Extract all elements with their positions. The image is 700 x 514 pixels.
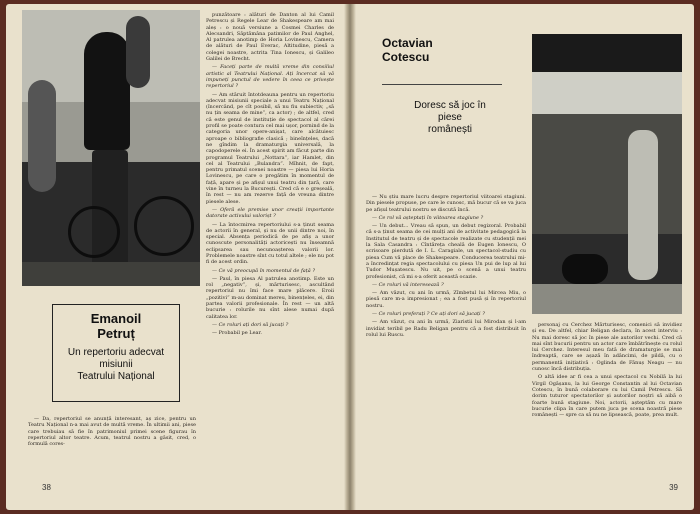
subtitle-line: Doresc să joc în xyxy=(414,100,486,111)
question: — Ce roluri preferați ? Ce ați dori să jucați ? xyxy=(372,311,485,318)
right-page xyxy=(352,4,694,510)
paragraph: punzătoare : alături de Danton al lui Camil Petrescu și Regele Lear de Shakespeare am mai aleș : o nouă versiune a Cosmei Charles de Alecsandri, Săptămâna patimilor de Paul Anghel, Al patrulea anotimp de Horia Lovinescu, Camera de alături de Paul Everac, Altitudine, piesă a colegei noastre, actrita Tina Ionescu, și Galileo Galilei de Brecht. xyxy=(206,12,334,63)
subtitle-line: Teatrului Național xyxy=(77,371,155,382)
right-headline-subtitle xyxy=(404,100,496,136)
left-headline-box xyxy=(52,304,180,402)
paragraph: — Paul, în piesa Al patrulea anotimp. Este un rol „negativ”, și, mărturisesc, ascultând repertoriul nu îmi face mare plăcere. Eroii „pozitivi” m-au dominat mereu, binențeles, ei, din partea valorii profesionale. În rest — un altă bucurie : rolurile nu sînt alese numai după calitatea lor. xyxy=(206,275,334,320)
question: — Faceți parte de multă vreme din consiliul artistic al Teatrului Național. Ați încercat să vă impuneți punctul de vedere în ceea ce privește repertoriul ? xyxy=(206,64,334,90)
paragraph: personaj cu Cerchez Mărturisesc, comenici să invidiez și eu. De altfel, chiar Beligan declara, în acest interviu : Nu mai doresc să joc în piese ale autorilor vechi. Cred că mai sînt bucurii pentru un actor care îmbătrînește cu rolul lui Cerchez. Interesul meu fată de dramaturgie se mai îndreaptă, care se așază în adâncimi, de pildă, cu o permanentă inițiativă : Oglinda de Fănuș Neagu — nu cunosc încă distribuția. xyxy=(532,322,682,373)
paragraph: — La întocmirea repertoriului s-a ținut seama de actorii în general, și nu de unii dintre noi, în special. Absența periodică de pe afiș a unor cunoscute personalități actoricești nu înseamnă eclipsarea sau necunoașterea valorii lor. Problemele noastre sînt cu totul altele ; ele nu pot fi de acest ordin. xyxy=(206,221,334,266)
paragraph: — Da, repertoriul se anunță interesant, aș zice, pentru un Teatru Național n-a mai avut de multă vreme. În ultimii ani, piese care trebuiau să fie în patrimoniul primei scene figurau în repertoriul altor teatre. Acum, teatrul nostru a găsit, cred, o formulă cores- xyxy=(28,416,196,448)
left-column-a-bottom xyxy=(28,416,196,468)
question: — Oferă ele premise unor creații importante datorate activului valorișt ? xyxy=(206,206,334,220)
right-headline-name xyxy=(382,36,433,64)
question: — Ce rol vă așteptați în viitoarea stagiune ? xyxy=(372,214,484,221)
magazine-spread xyxy=(6,4,694,510)
right-column-a xyxy=(366,194,526,474)
paragraph: — Nu știu mare lucru despre repertoriul viitoarei stagiuni. Din piesele propuse, pe care le cunosc, mă bucur că se va juca pe afișul teatrului nostru se discută încă. xyxy=(366,194,526,213)
right-column-b xyxy=(532,322,682,474)
subtitle-line: Un repertoriu adecvat xyxy=(67,347,165,358)
headline-name-line1: Emanoil xyxy=(90,311,142,326)
headline-subtitle xyxy=(53,347,179,383)
paragraph: — Am văzut, cu ani în urmă, Ziaristii lui Mirodan și l-am invidiat teribil pe Radu Beligan pentru că a fost distribuit în rolul lui Ruscu. xyxy=(366,319,526,338)
headline-name-line2: Petruț xyxy=(97,326,135,341)
paragraph: — Am stăruit întotdeauna pentru un repertoriu adecvat misiunii speciale a unui Teatru Național (încercând, pe cît posibil, să nu fiu subiectiv, „să nu țin seama de mine”, ca actor) ; de altfel, cred că este genul de instituție de spectacol al cărei profil se poate contura cel mai ușor, pornind de la categoria unor opere-anișat, care alcătuiesc aproape o bibliografie clasică ; bineînțeles, dacă ne gîndim la dramaturgia universală, la capodoperele ei. În acest spirit am făcut parte din programul Teatrului „Nottara”, iar Hamlet, din cel al Teatrului „Bulandra”. Mîhnit, de fapt, pentru primatul scenei noastre — piesa lui Horia Lovinescu, pe care o pregătim în momentul de față, apare și pe afișul unui teatru din țară, care vine în turneu la București. Cred că e o greșeală, în rest — nu am rezerve față de vreuna dintre piesele alese. xyxy=(206,91,334,205)
left-photo xyxy=(22,10,200,286)
left-column-b xyxy=(206,12,334,442)
paragraph: O altă idee ar fi cea a unui spectacol cu Nobilă la lui Virgil Ogășanu, la lui George Constantin al lui Octavian Cotescu, în bună colaborare cu lui Camil Petrescu. Să dorim tuturor spectatorilor și autorilor noștri să aibă o foarte bună stagiune. Noi, actorii, așteptăm cu mare bucurie clipa în care putem juca pe scena noastră piese românești — spre ca să nu ne lipsească, poate, prea mult. xyxy=(532,374,682,419)
page-number: 39 xyxy=(669,483,678,492)
question: — Ce roluri ați dori să jucați ? xyxy=(212,321,289,328)
subtitle-line: românești xyxy=(428,124,472,135)
question: — Ce vă preocupă în momentul de față ? xyxy=(212,267,316,274)
headline-rule xyxy=(382,84,502,85)
paragraph: — Probabil pe Lear. xyxy=(212,330,262,337)
subtitle-line: piese xyxy=(438,112,462,123)
headline-name-line1: Octavian xyxy=(382,36,433,50)
subtitle-line: misiunii xyxy=(99,359,133,370)
page-number: 38 xyxy=(42,483,51,492)
question: — Ce roluri vă interesează ? xyxy=(372,281,444,288)
left-page xyxy=(6,4,348,510)
headline-name-line2: Cotescu xyxy=(382,50,430,64)
right-photo xyxy=(532,34,682,314)
paragraph: — Am văzut, cu ani în urmă, Zîmbetul lui Mircea Miu, o piesă care m-a impresionat ; ea a fost pusă și în repertoriul nostru. xyxy=(366,290,526,309)
paragraph: — Un debut... Vreau să spun, un debut regizoral. Probabil că s-a ținut seama de cei mulți ani de activitate pedagogică la Institutul de teatru și de spectacole realizate cu studenții mei la Sala Casandra : Cîntăreța cheală de Eugen Ionescu, O scrisoare pierdută de I. L. Caragiale, un spectacol-studiu cu piesa Cum vă place de Shakespeare. Conducerea teatrului mi-a încredințat regia spectacolului cu piesa Un pui de lup al lui Tudor Mușatescu. Nu uit, pe o scenă a unui teatru profesionist, că mi s-a oferit această ocazie. xyxy=(366,223,526,280)
